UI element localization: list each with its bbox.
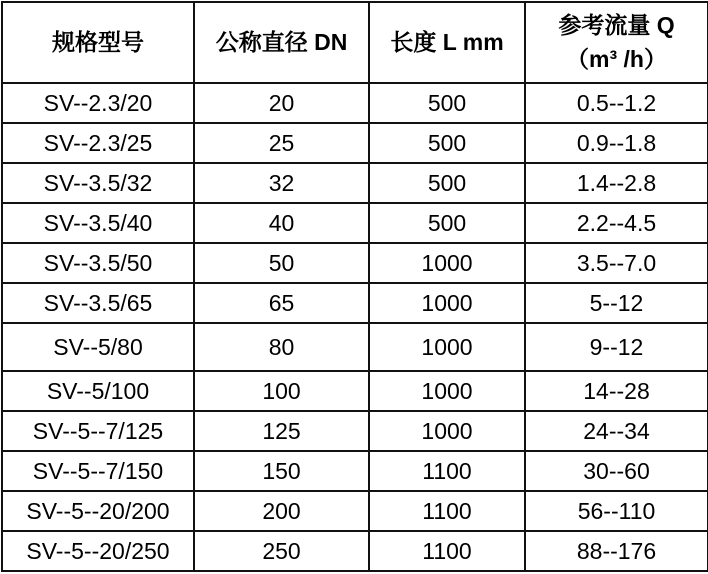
cell-length: 1100 [369,451,525,491]
cell-model: SV--3.5/50 [2,243,194,283]
table-row [2,123,708,163]
cell-model: SV--2.3/25 [2,123,194,163]
cell-flow: 24--34 [525,411,708,451]
cell-length: 500 [369,83,525,123]
table-row [2,163,708,203]
header-row [2,2,708,83]
cell-dn: 100 [194,371,369,411]
cell-length: 1000 [369,243,525,283]
cell-model: SV--5--7/125 [2,411,194,451]
table-row [2,203,708,243]
cell-dn: 40 [194,203,369,243]
cell-flow: 30--60 [525,451,708,491]
cell-dn: 200 [194,491,369,531]
cell-flow: 88--176 [525,531,708,571]
table-row [2,371,708,411]
cell-model: SV--5--20/200 [2,491,194,531]
cell-length: 500 [369,123,525,163]
cell-flow: 0.9--1.8 [525,123,708,163]
cell-flow: 5--12 [525,283,708,323]
cell-length: 1000 [369,411,525,451]
cell-flow: 1.4--2.8 [525,163,708,203]
table-row [2,283,708,323]
spec-table [1,1,708,572]
cell-model: SV--2.3/20 [2,83,194,123]
col-header-flow [525,2,708,83]
cell-dn: 80 [194,323,369,371]
cell-dn: 20 [194,83,369,123]
cell-length: 500 [369,203,525,243]
cell-length: 1000 [369,283,525,323]
cell-dn: 250 [194,531,369,571]
cell-dn: 150 [194,451,369,491]
table-row [2,531,708,571]
cell-dn: 50 [194,243,369,283]
cell-model: SV--5--7/150 [2,451,194,491]
cell-flow: 3.5--7.0 [525,243,708,283]
col-header-length: 长度 L mm [369,2,525,83]
cell-model: SV--5/100 [2,371,194,411]
cell-model: SV--3.5/40 [2,203,194,243]
cell-dn: 65 [194,283,369,323]
cell-length: 500 [369,163,525,203]
cell-model: SV--5--20/250 [2,531,194,571]
cell-model: SV--3.5/32 [2,163,194,203]
cell-length: 1000 [369,323,525,371]
table-row [2,451,708,491]
cell-length: 1000 [369,371,525,411]
cell-model: SV--5/80 [2,323,194,371]
col-header-flow-line1: 参考流量 Q [558,12,675,39]
cell-dn: 32 [194,163,369,203]
cell-length: 1100 [369,531,525,571]
table-header [2,2,708,83]
col-header-dn: 公称直径 DN [194,2,369,83]
cell-dn: 25 [194,123,369,163]
col-header-model: 规格型号 [2,2,194,83]
cell-dn: 125 [194,411,369,451]
cell-flow: 9--12 [525,323,708,371]
table-row [2,491,708,531]
cell-flow: 56--110 [525,491,708,531]
table-row [2,243,708,283]
table-row [2,411,708,451]
cell-flow: 0.5--1.2 [525,83,708,123]
table-body [2,83,708,571]
table-row [2,323,708,371]
cell-length: 1100 [369,491,525,531]
cell-model: SV--3.5/65 [2,283,194,323]
table-row [2,83,708,123]
col-header-flow-line2: （m³ /h） [566,45,667,72]
cell-flow: 14--28 [525,371,708,411]
cell-flow: 2.2--4.5 [525,203,708,243]
